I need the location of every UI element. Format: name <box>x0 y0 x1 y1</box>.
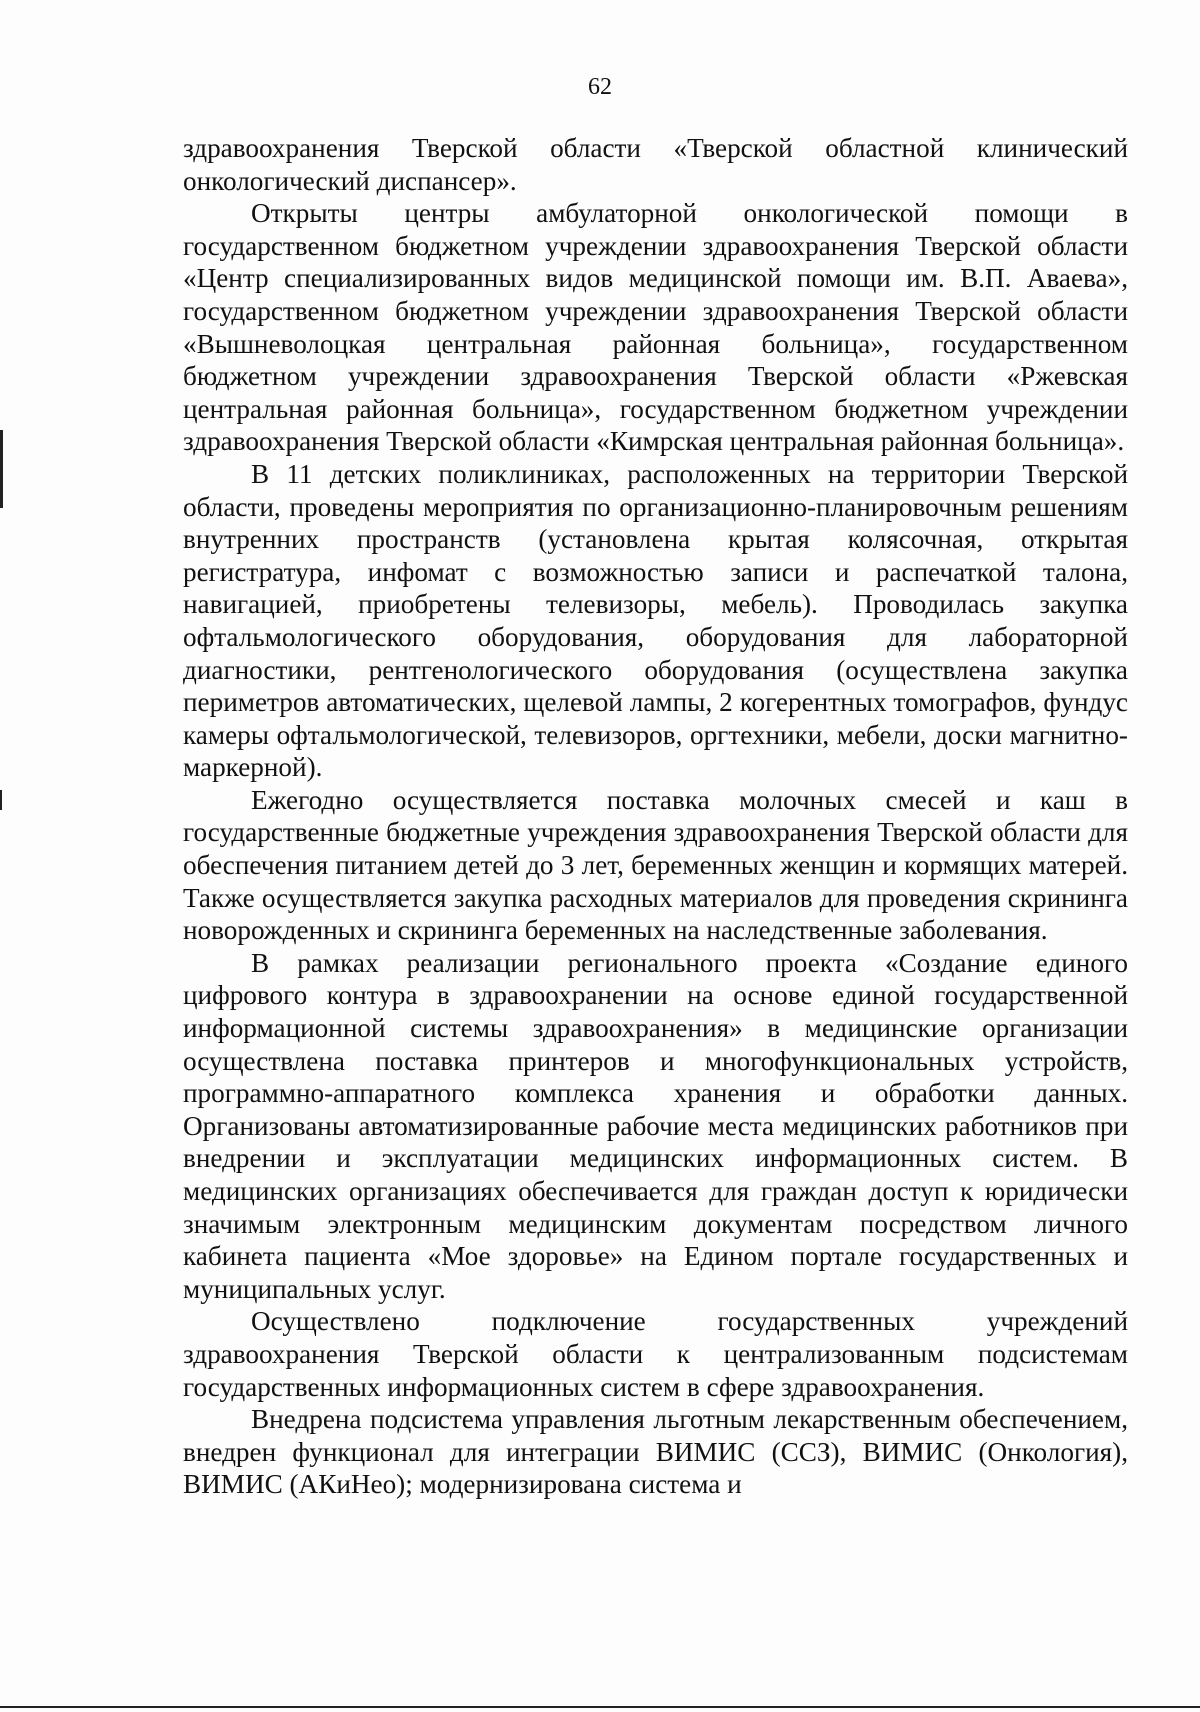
paragraph-1: здравоохранения Тверской области «Тверской областной клинический онкологический диспансер». <box>183 133 1128 196</box>
scan-margin-mark <box>0 430 3 508</box>
paragraph-5: В рамках реализации регионального проекта «Создание единого цифрового контура в здравоохранении на основе единой государственной информационной системы здравоохранения» в медицинские организации осуществлена поставка принтеров и многофункциональных устройств, программно-аппаратного комплекса хранения и обработки данных. Организованы автоматизированные рабочие места медицинских работников при внедрении и эксплуатации медицинских информационных систем. В медицинских организациях обеспечивается для граждан доступ к юридически значимым электронным медицинским документам посредством личного кабинета пациента «Мое здоровье» на Едином портале государственных и муниципальных услуг. <box>183 947 1128 1304</box>
paragraph-7: Внедрена подсистема управления льготным лекарственным обеспечением, внедрен функционал для интеграции ВИМИС (ССЗ), ВИМИС (Онкология), ВИМИС (АКиНео); модернизирована система и <box>183 1404 1128 1500</box>
paragraph-3: В 11 детских поликлиниках, расположенных на территории Тверской области, проведены мероприятия по организационно-планировочным решениям внутренних пространств (установлена крытая колясочная, открытая регистратура, инфомат с возможностью записи и распечаткой талона, навигацией, приобретены телевизоры, мебель). Проводилась закупка офтальмологического оборудования, оборудования для лабораторной диагностики, рентгенологического оборудования (осуществлена закупка периметров автоматических, щелевой лампы, 2 когерентных томографов, фундус камеры офтальмологической, телевизоров, оргтехники, мебели, доски магнитно-маркерной). <box>183 458 1128 783</box>
scan-margin-mark <box>0 790 2 810</box>
paragraph-4: Ежегодно осуществляется поставка молочных смесей и каш в государственные бюджетные учреждения здравоохранения Тверской области для обеспечения питанием детей до 3 лет, беременных женщин и кормящих матерей. Также осуществляется закупка расходных материалов для проведения скрининга новорожденных и скрининга беременных на наследственные заболевания. <box>183 784 1128 946</box>
scan-bottom-edge <box>0 1706 1200 1708</box>
document-body <box>183 132 1128 1501</box>
paragraph-6: Осуществлено подключение государственных учреждений здравоохранения Тверской области к централизованным подсистемам государственных информационных систем в сфере здравоохранения. <box>183 1306 1128 1402</box>
page-number: 62 <box>588 74 612 100</box>
paragraph-2: Открыты центры амбулаторной онкологической помощи в государственном бюджетном учреждении здравоохранения Тверской области «Центр специализированных видов медицинской помощи им. В.П. Аваева», государственном бюджетном учреждении здравоохранения Тверской области «Вышневолоцкая центральная районная больница», государственном бюджетном учреждении здравоохранения Тверской области «Ржевская центральная районная больница», государственном бюджетном учреждении здравоохранения Тверской области «Кимрская центральная районная больница». <box>183 198 1128 457</box>
